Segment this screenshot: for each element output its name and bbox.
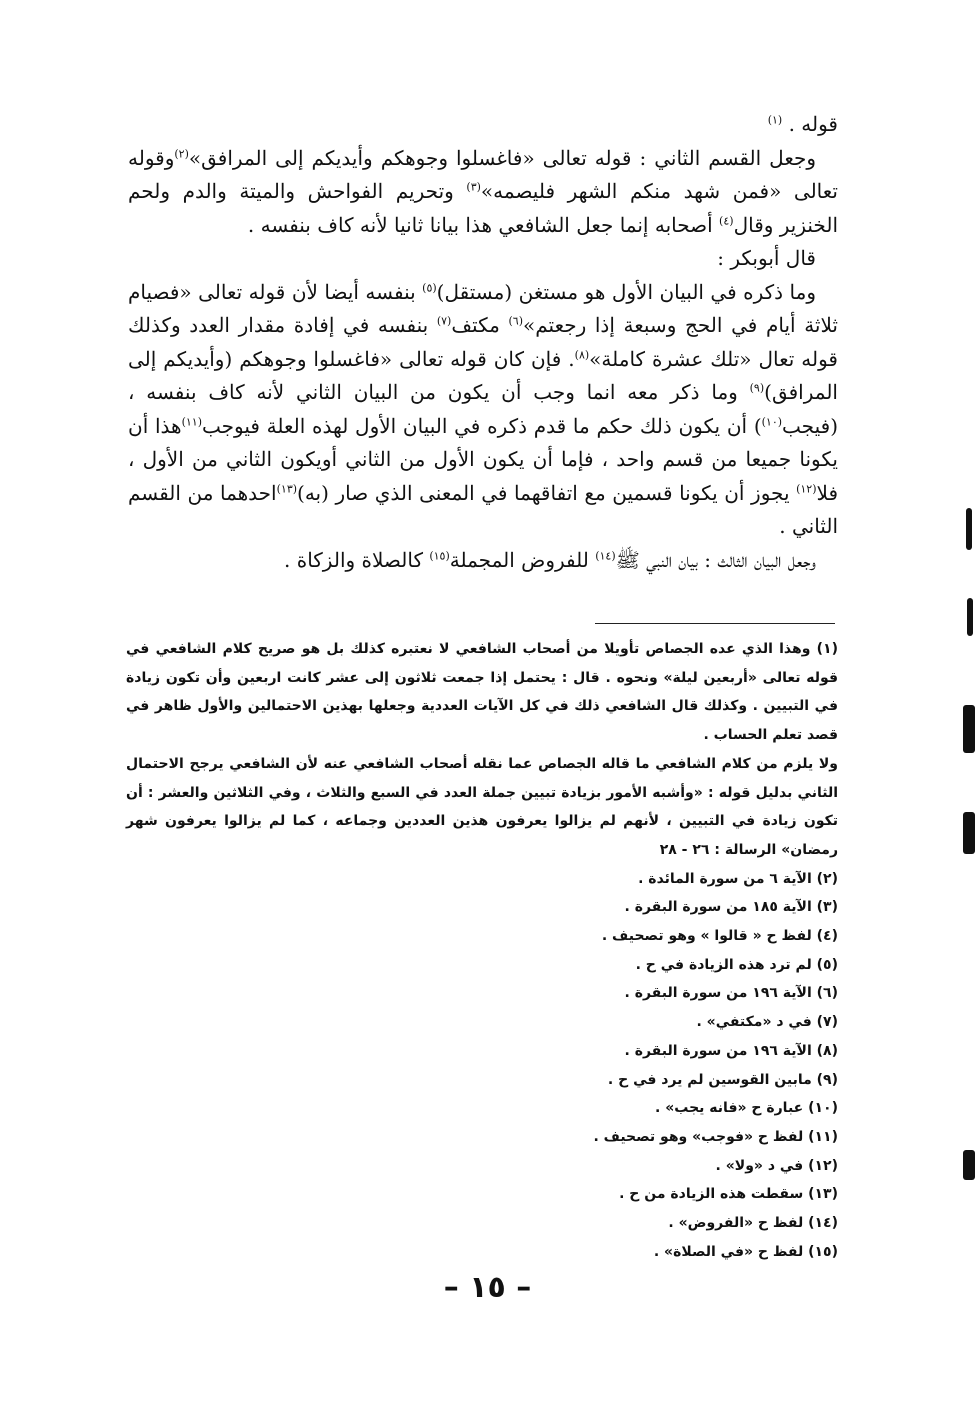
footnotes-section (126, 635, 838, 1266)
footnote-8: (٨) الآية ١٩٦ من سورة البقرة . (624, 1042, 838, 1059)
footnote-9: (٩) مابين القوسين لم يرد في ح . (607, 1071, 838, 1088)
text-span: مكتف (451, 313, 500, 337)
text-span: بنفسه أيضا لأن قوله تعالى «فصيام ثلاثة أيام في الحج وسبعة إذا رجعتم» (128, 279, 838, 337)
footnote-3: (٣) الآية ١٨٥ من سورة البقرة . (624, 899, 838, 916)
footnote-ref-9: (٩) (749, 381, 765, 395)
paragraph-2 (128, 242, 838, 276)
text-span: وجعل البيان الثالث : بيان النبي ﷺ (615, 547, 816, 572)
footnote-ref-14: (١٤) (595, 548, 616, 562)
scan-edge-mark (963, 1150, 975, 1180)
main-text (128, 108, 838, 577)
text-span: وتحريم الفواحش والميتة والدم ولحم الخنزير وقال (128, 179, 838, 237)
footnote-ref-12: (١٢) (796, 481, 817, 495)
footnote-13: (١٣) سقطت هذه الزيادة من ح . (619, 1186, 838, 1203)
footnote-ref-8: (٨) (574, 347, 590, 361)
footnote-ref-10: (١٠) (761, 414, 783, 428)
scan-edge-mark (963, 705, 975, 753)
text-span: وقوله تعالى «فمن شهد منكم الشهر فليصمه» (128, 145, 838, 203)
footnote-ref-15: (١٥) (429, 548, 450, 562)
footnote-12: (١٢) في د «ولا» . (715, 1157, 838, 1174)
footnote-ref-5: (٥) (422, 280, 437, 294)
text-span: وجعل القسم الثاني : قوله تعالى «فاغسلوا وجوهكم وأيديكم إلى المرافق» (188, 145, 816, 170)
text-span: أصحابه إنما جعل الشافعي هذا بيانا ثانيا لأنه كاف بنفسه . (247, 212, 713, 237)
text-span: وما ذكر معه انما وجب أن يكون من البيان الثاني لأنه كاف بنفسه ، (فيجب (128, 380, 838, 438)
footnote-7: (٧) في د «مكتفي» . (696, 1014, 838, 1031)
footnote-1-continued: ولا يلزم من كلام الشافعي ما قاله الجصاص عما نقله أصحاب الشافعي عنه لأن الشافعي يرجح الاحتمال الثاني بدليل قوله : «وأشبه الأمور بزيادة تبيين جملة العدد في السبع والثلاث ، وفي الثلاثين والعشر : أن تكون زيادة في التبيين ، لأنهم لم يزالوا يعرفون هذين العددين وجماعه ، كما لم يزالوا يعرفون شهر رمضان» الرسالة : ٢٦ - ٢٨ (126, 755, 838, 858)
footnote-14: (١٤) لفظ ح «الفروض» . (668, 1215, 838, 1232)
text-span: قوله . (788, 112, 838, 136)
footnote-ref-13: (١٣) (276, 481, 298, 495)
footnote-11: (١١) لفظ ح «فوجب» وهو تصحيف . (593, 1128, 838, 1145)
page-number: – ١٥ – (443, 1270, 532, 1305)
footnote-15: (١٥) لفظ ح «في الصلاة» . (653, 1243, 838, 1260)
paragraph-0 (128, 108, 838, 142)
footnote-ref-2: (٢) (174, 146, 189, 160)
footnote-ref-11: (١١) (181, 414, 202, 428)
text-span: وما ذكره في البيان الأول هو مستغن (مستقل) (436, 279, 816, 304)
footnote-ref-3: (٣) (466, 180, 481, 194)
scan-edge-mark (966, 508, 972, 550)
footnote-2: (٢) الآية ٦ من سورة المائدة . (638, 870, 838, 887)
footnote-ref-4: (٤) (719, 213, 734, 227)
footnote-ref-6: (٦) (508, 314, 523, 328)
footnote-ref-7: (٧) (436, 314, 452, 328)
text-span: كالصلاة والزكاة . (284, 547, 423, 572)
footnote-5: (٥) لم ترد هذه الزيادة في ح . (635, 956, 838, 973)
paragraph-1 (128, 142, 838, 243)
footnote-6: (٦) الآية ١٩٦ من سورة البقرة . (624, 985, 838, 1002)
footnote-4: (٤) لفظ ح « قالوا » وهو تصحيف . (601, 928, 838, 945)
text-span: بنفسه في إفادة مقدار العدد وكذلك قوله تعال «تلك عشرة كاملة» (128, 313, 838, 371)
text-span: للفروض المجملة (449, 547, 589, 572)
text-span: هذا أن يكونا جميعا من قسم واحد ، فإما أن يكون الأول من الثاني أويكون الثاني من الأول ، فلا (128, 413, 839, 505)
paragraph-4 (128, 544, 838, 578)
text-span: . فإن كان قوله تعالى «فاغسلوا وجوهكم (وأيديكم إلى المرافق) (128, 346, 838, 404)
text-span: قال أبوبكر : (717, 246, 816, 270)
scan-edge-mark (967, 598, 973, 636)
text-span: احدهما من القسم الثاني . (128, 480, 838, 538)
text-span: أن يكون ذلك حكم ما قدم ذكره في البيان الأول لهذه العلة فيوجب (202, 413, 748, 438)
scan-edge-mark (963, 812, 975, 854)
text-span: يجوز أن يكونا قسمين مع اتفاقهما في المعنى الذي صار (به) (297, 480, 790, 505)
paragraph-3: وما ذكره في البيان الأول هو مستغن (مستقل)$^{(٥)}$ بنفسه أيضا لأن قوله تعالى «فصيام ثلاثة أيام في الحج وسبعة إذا رجعتم»$^{(٦)}$ مكتف$^{(٧)}$ بنفسه في إفادة مقدار العدد وكذلك قوله تعال «تلك عشرة كاملة»$^{(٨)}$. فإن كان قوله تعالى «فاغسلوا وجوهكم (وأيديكم إلى المرافق)$^{(٩)}$ وما ذكر معه انما وجب أن يكون من البيان الثاني لأنه كاف بنفسه ، (فيجب$^{(١٠)}$) أن يكون ذلك حكم ما قدم ذكره في البيان الأول لهذه العلة فيوجب$^{(١١)}$هذا أن يكونا جميعا من قسم واحد ، فإما أن يكون الأول من الثاني أويكون الثاني من الأول ، فلا$^{(١٢)}$ يجوز أن يكونا قسمين مع اتفاقهما في المعنى الذي صار (به)$^{(١٣)}$احدهما من القسم الثاني . (128, 279, 839, 538)
footnote-divider (595, 623, 835, 624)
footnote-ref-1: (١) (767, 113, 783, 127)
footnote-10: (١٠) عبارة ح «فانه يجب» . (655, 1100, 838, 1117)
footnote-1: (١) وهذا الذي عده الجصاص تأويلا من أصحاب الشافعي لا نعتبره كذلك بل هو صريح كلام الشافعي في قوله تعالى «أربعين ليلة» ونحوه . قال : يحتمل إذا جمعت ثلاثون إلى عشر كانت اربعين وأن تكون زيادة في التبيين . وكذلك قال الشافعي ذلك في كل الآيات العددية وجعلها بهذين الاحتمالين والأول ظاهر في قصد تعلم الحساب . (126, 641, 838, 744)
